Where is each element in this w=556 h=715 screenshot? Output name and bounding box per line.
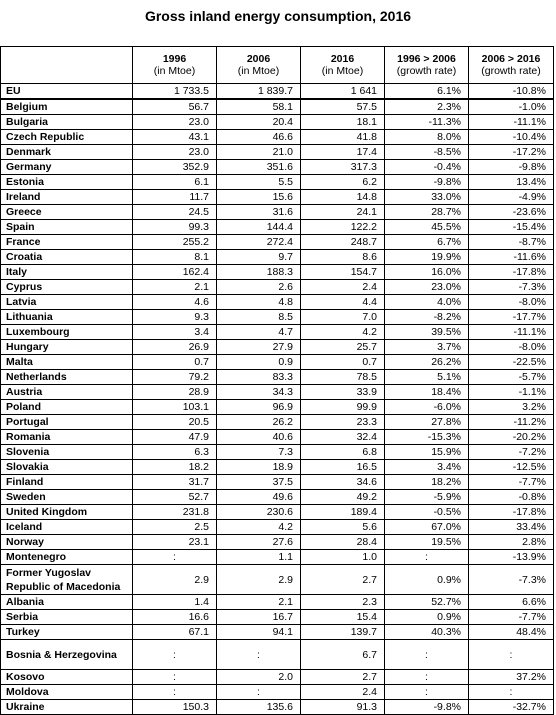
cell-1996: 31.7 [133,475,217,490]
cell-country: Latvia [1,295,133,310]
cell-growth-2006-2016: -8.7% [469,235,554,250]
cell-2016: 14.8 [301,190,385,205]
cell-growth-1996-2006: -8.2% [385,310,469,325]
cell-2016: 49.2 [301,490,385,505]
cell-2006: 20.4 [217,115,301,130]
cell-country: Slovakia [1,460,133,475]
cell-growth-1996-2006: 19.5% [385,535,469,550]
table-row [1,475,554,490]
table-row [1,370,554,385]
cell-2006: 18.9 [217,460,301,475]
cell-2006: 4.8 [217,295,301,310]
cell-growth-2006-2016: -17.8% [469,505,554,520]
cell-growth-2006-2016: -10.4% [469,130,554,145]
cell-2016: 16.5 [301,460,385,475]
cell-growth-2006-2016: -0.8% [469,490,554,505]
cell-2006: 46.6 [217,130,301,145]
cell-2006: 15.6 [217,190,301,205]
cell-growth-1996-2006: 0.9% [385,565,469,595]
table-row [1,685,554,700]
cell-growth-2006-2016: 48.4% [469,625,554,640]
cell-growth-2006-2016: -17.7% [469,310,554,325]
cell-growth-2006-2016: 6.6% [469,595,554,610]
cell-2006: 7.3 [217,445,301,460]
cell-growth-2006-2016: -13.9% [469,550,554,565]
cell-growth-2006-2016: -7.2% [469,445,554,460]
table-row [1,535,554,550]
cell-2006: 2.6 [217,280,301,295]
cell-1996: 2.9 [133,565,217,595]
cell-growth-2006-2016: -11.1% [469,325,554,340]
cell-2016: 2.3 [301,595,385,610]
table-row [1,160,554,175]
cell-growth-1996-2006: 67.0% [385,520,469,535]
header-2016: 2016 (in Mtoe) [301,47,385,84]
cell-growth-1996-2006: : [385,640,469,670]
cell-1996: 47.9 [133,430,217,445]
cell-2016: 17.4 [301,145,385,160]
cell-1996: 162.4 [133,265,217,280]
cell-1996: 150.3 [133,700,217,715]
cell-country: Kosovo [1,670,133,685]
cell-2016: 57.5 [301,99,385,115]
table-row [1,520,554,535]
cell-country: Albania [1,595,133,610]
header-growth-2006-2016: 2006 > 2016 (growth rate) [469,47,554,84]
cell-2006: 8.5 [217,310,301,325]
cell-1996: 1.4 [133,595,217,610]
cell-growth-2006-2016: -5.7% [469,370,554,385]
cell-country: Denmark [1,145,133,160]
cell-2006: 83.3 [217,370,301,385]
cell-2016: 1 641 [301,84,385,100]
cell-growth-1996-2006: -6.0% [385,400,469,415]
cell-country: Croatia [1,250,133,265]
cell-2006: 31.6 [217,205,301,220]
cell-2006: 0.9 [217,355,301,370]
cell-2016: 32.4 [301,430,385,445]
table-row [1,265,554,280]
cell-growth-1996-2006: 8.0% [385,130,469,145]
cell-1996: 9.3 [133,310,217,325]
cell-growth-1996-2006: : [385,670,469,685]
cell-country: Spain [1,220,133,235]
table-row [1,550,554,565]
cell-country: Austria [1,385,133,400]
cell-2016: 248.7 [301,235,385,250]
cell-growth-2006-2016: -7.3% [469,280,554,295]
table-row [1,325,554,340]
table-row [1,175,554,190]
cell-growth-2006-2016: -9.8% [469,160,554,175]
cell-growth-1996-2006: 23.0% [385,280,469,295]
cell-1996: 0.7 [133,355,217,370]
table-row [1,430,554,445]
table-row [1,400,554,415]
cell-2016: 2.7 [301,565,385,595]
header-growth-1996-2006: 1996 > 2006 (growth rate) [385,47,469,84]
cell-growth-1996-2006: 6.1% [385,84,469,100]
header-2006: 2006 (in Mtoe) [217,47,301,84]
table-row [1,700,554,715]
cell-growth-2006-2016: -17.2% [469,145,554,160]
cell-1996: 2.1 [133,280,217,295]
table-row [1,115,554,130]
cell-1996: : [133,670,217,685]
cell-1996: : [133,550,217,565]
cell-growth-1996-2006: 6.7% [385,235,469,250]
cell-2016: 1.0 [301,550,385,565]
cell-1996: 23.0 [133,115,217,130]
table-row [1,505,554,520]
cell-2016: 154.7 [301,265,385,280]
cell-1996: 8.1 [133,250,217,265]
cell-growth-2006-2016: : [469,685,554,700]
table-row [1,250,554,265]
cell-growth-2006-2016: -1.0% [469,99,554,115]
cell-country: Germany [1,160,133,175]
cell-2016: 24.1 [301,205,385,220]
cell-growth-2006-2016: -7.3% [469,565,554,595]
cell-1996: 231.8 [133,505,217,520]
cell-2006: 272.4 [217,235,301,250]
cell-2006: 94.1 [217,625,301,640]
table-body [1,84,554,715]
cell-2006: 16.7 [217,610,301,625]
cell-2006: 58.1 [217,99,301,115]
cell-2006: : [217,685,301,700]
cell-2006: 2.9 [217,565,301,595]
cell-1996: 43.1 [133,130,217,145]
cell-1996: 3.4 [133,325,217,340]
table-row [1,205,554,220]
cell-growth-1996-2006: -9.8% [385,175,469,190]
cell-growth-2006-2016: -22.5% [469,355,554,370]
cell-growth-2006-2016: -15.4% [469,220,554,235]
cell-country: Iceland [1,520,133,535]
cell-growth-1996-2006: -15.3% [385,430,469,445]
cell-1996: 1 733.5 [133,84,217,100]
table-row [1,355,554,370]
table-row [1,460,554,475]
cell-2006: 9.7 [217,250,301,265]
cell-country: Italy [1,265,133,280]
cell-2006: 40.6 [217,430,301,445]
cell-2006: 27.9 [217,340,301,355]
cell-2016: 25.7 [301,340,385,355]
cell-growth-2006-2016: -11.6% [469,250,554,265]
cell-2016: 8.6 [301,250,385,265]
cell-country: EU [1,84,133,100]
cell-2006: 37.5 [217,475,301,490]
cell-2006: 351.6 [217,160,301,175]
header-country [1,47,133,84]
cell-country: Czech Republic [1,130,133,145]
cell-2016: 23.3 [301,415,385,430]
table-row [1,235,554,250]
cell-country: Netherlands [1,370,133,385]
cell-2016: 34.6 [301,475,385,490]
cell-growth-2006-2016: -4.9% [469,190,554,205]
cell-growth-2006-2016: -7.7% [469,610,554,625]
cell-2016: 2.7 [301,670,385,685]
cell-growth-2006-2016: : [469,640,554,670]
cell-growth-2006-2016: -11.2% [469,415,554,430]
cell-1996: 23.0 [133,145,217,160]
cell-2016: 33.9 [301,385,385,400]
cell-1996: 28.9 [133,385,217,400]
cell-1996: 56.7 [133,99,217,115]
cell-growth-1996-2006: 2.3% [385,99,469,115]
table-row [1,220,554,235]
cell-growth-1996-2006: 39.5% [385,325,469,340]
cell-growth-1996-2006: : [385,685,469,700]
cell-country: Belgium [1,99,133,115]
cell-country: Luxembourg [1,325,133,340]
cell-2016: 41.8 [301,130,385,145]
cell-1996: 11.7 [133,190,217,205]
cell-growth-2006-2016: 3.2% [469,400,554,415]
cell-2006: 144.4 [217,220,301,235]
cell-country: Cyprus [1,280,133,295]
cell-1996: 67.1 [133,625,217,640]
cell-2016: 5.6 [301,520,385,535]
cell-growth-1996-2006: 19.9% [385,250,469,265]
cell-1996: : [133,640,217,670]
cell-country: Montenegro [1,550,133,565]
table-row [1,385,554,400]
cell-2016: 6.8 [301,445,385,460]
table-row [1,610,554,625]
cell-1996: 20.5 [133,415,217,430]
cell-2006: 26.2 [217,415,301,430]
cell-growth-1996-2006: 3.7% [385,340,469,355]
cell-growth-2006-2016: -7.7% [469,475,554,490]
cell-1996: 26.9 [133,340,217,355]
table-row [1,640,554,670]
cell-growth-1996-2006: 40.3% [385,625,469,640]
cell-2016: 317.3 [301,160,385,175]
cell-growth-1996-2006: 28.7% [385,205,469,220]
cell-country: Malta [1,355,133,370]
cell-country: Serbia [1,610,133,625]
cell-2016: 2.4 [301,685,385,700]
cell-1996: 52.7 [133,490,217,505]
cell-2016: 6.2 [301,175,385,190]
cell-2006: 96.9 [217,400,301,415]
cell-country: Hungary [1,340,133,355]
cell-growth-1996-2006: 15.9% [385,445,469,460]
cell-2016: 4.4 [301,295,385,310]
cell-1996: 352.9 [133,160,217,175]
cell-2006: 1.1 [217,550,301,565]
cell-2006: 21.0 [217,145,301,160]
cell-country: Lithuania [1,310,133,325]
table-row [1,415,554,430]
cell-1996: 79.2 [133,370,217,385]
cell-2006: 188.3 [217,265,301,280]
cell-1996: 99.3 [133,220,217,235]
table-row [1,145,554,160]
cell-growth-1996-2006: 27.8% [385,415,469,430]
cell-growth-1996-2006: 18.2% [385,475,469,490]
cell-growth-2006-2016: -12.5% [469,460,554,475]
table-row [1,445,554,460]
cell-growth-2006-2016: 37.2% [469,670,554,685]
cell-growth-1996-2006: 26.2% [385,355,469,370]
table-row [1,595,554,610]
cell-2006: : [217,640,301,670]
header-1996: 1996 (in Mtoe) [133,47,217,84]
table-row [1,340,554,355]
cell-1996: 24.5 [133,205,217,220]
cell-growth-1996-2006: 4.0% [385,295,469,310]
cell-2016: 7.0 [301,310,385,325]
cell-growth-1996-2006: 33.0% [385,190,469,205]
cell-country: Romania [1,430,133,445]
table-row [1,565,554,595]
cell-growth-2006-2016: -11.1% [469,115,554,130]
cell-growth-2006-2016: -23.6% [469,205,554,220]
table-row [1,280,554,295]
cell-growth-2006-2016: 33.4% [469,520,554,535]
cell-2006: 4.7 [217,325,301,340]
cell-2016: 6.7 [301,640,385,670]
cell-1996: 2.5 [133,520,217,535]
table-row [1,625,554,640]
header-row [1,47,554,84]
cell-2006: 135.6 [217,700,301,715]
cell-2016: 189.4 [301,505,385,520]
cell-growth-1996-2006: -11.3% [385,115,469,130]
cell-country: Norway [1,535,133,550]
cell-growth-2006-2016: 13.4% [469,175,554,190]
cell-country: Finland [1,475,133,490]
cell-growth-1996-2006: -5.9% [385,490,469,505]
cell-growth-2006-2016: -8.0% [469,295,554,310]
cell-growth-1996-2006: 3.4% [385,460,469,475]
cell-1996: 16.6 [133,610,217,625]
cell-1996: 23.1 [133,535,217,550]
cell-country: Greece [1,205,133,220]
cell-2006: 1 839.7 [217,84,301,100]
page-title: Gross inland energy consumption, 2016 [144,8,412,24]
cell-2016: 91.3 [301,700,385,715]
cell-country: Slovenia [1,445,133,460]
cell-2006: 5.5 [217,175,301,190]
cell-country: Former Yugoslav Republic of Macedonia [1,565,133,595]
cell-growth-2006-2016: 2.8% [469,535,554,550]
energy-table [0,46,554,715]
table-row [1,99,554,115]
cell-growth-2006-2016: -1.1% [469,385,554,400]
cell-1996: 4.6 [133,295,217,310]
cell-2016: 122.2 [301,220,385,235]
cell-country: Bosnia & Herzegovina [1,640,133,670]
cell-2016: 99.9 [301,400,385,415]
cell-2006: 34.3 [217,385,301,400]
cell-2016: 139.7 [301,625,385,640]
cell-2016: 15.4 [301,610,385,625]
cell-2006: 27.6 [217,535,301,550]
cell-2006: 2.0 [217,670,301,685]
cell-growth-1996-2006: : [385,550,469,565]
cell-growth-1996-2006: 45.5% [385,220,469,235]
table-row [1,295,554,310]
cell-2006: 230.6 [217,505,301,520]
cell-growth-1996-2006: 0.9% [385,610,469,625]
cell-1996: 255.2 [133,235,217,250]
cell-country: Estonia [1,175,133,190]
cell-2016: 28.4 [301,535,385,550]
cell-2016: 2.4 [301,280,385,295]
cell-country: France [1,235,133,250]
table-row [1,310,554,325]
cell-country: Moldova [1,685,133,700]
cell-growth-1996-2006: -0.4% [385,160,469,175]
cell-growth-1996-2006: -9.8% [385,700,469,715]
cell-country: Poland [1,400,133,415]
cell-2006: 4.2 [217,520,301,535]
table-row [1,670,554,685]
table-row [1,190,554,205]
cell-country: Ireland [1,190,133,205]
cell-growth-1996-2006: -0.5% [385,505,469,520]
cell-1996: : [133,685,217,700]
cell-growth-2006-2016: -32.7% [469,700,554,715]
cell-growth-1996-2006: 18.4% [385,385,469,400]
cell-growth-2006-2016: -10.8% [469,84,554,100]
cell-1996: 103.1 [133,400,217,415]
cell-country: United Kingdom [1,505,133,520]
cell-1996: 6.3 [133,445,217,460]
table-row [1,490,554,505]
cell-2016: 78.5 [301,370,385,385]
table-row [1,130,554,145]
cell-country: Portugal [1,415,133,430]
cell-2006: 49.6 [217,490,301,505]
cell-growth-1996-2006: 5.1% [385,370,469,385]
cell-2016: 0.7 [301,355,385,370]
cell-country: Turkey [1,625,133,640]
cell-growth-1996-2006: 16.0% [385,265,469,280]
cell-growth-2006-2016: -17.8% [469,265,554,280]
cell-growth-2006-2016: -8.0% [469,340,554,355]
cell-growth-1996-2006: 52.7% [385,595,469,610]
cell-1996: 6.1 [133,175,217,190]
cell-2006: 2.1 [217,595,301,610]
cell-2016: 4.2 [301,325,385,340]
cell-1996: 18.2 [133,460,217,475]
cell-growth-2006-2016: -20.2% [469,430,554,445]
table-row [1,84,554,100]
cell-country: Bulgaria [1,115,133,130]
cell-2016: 18.1 [301,115,385,130]
cell-country: Ukraine [1,700,133,715]
cell-growth-1996-2006: -8.5% [385,145,469,160]
cell-country: Sweden [1,490,133,505]
